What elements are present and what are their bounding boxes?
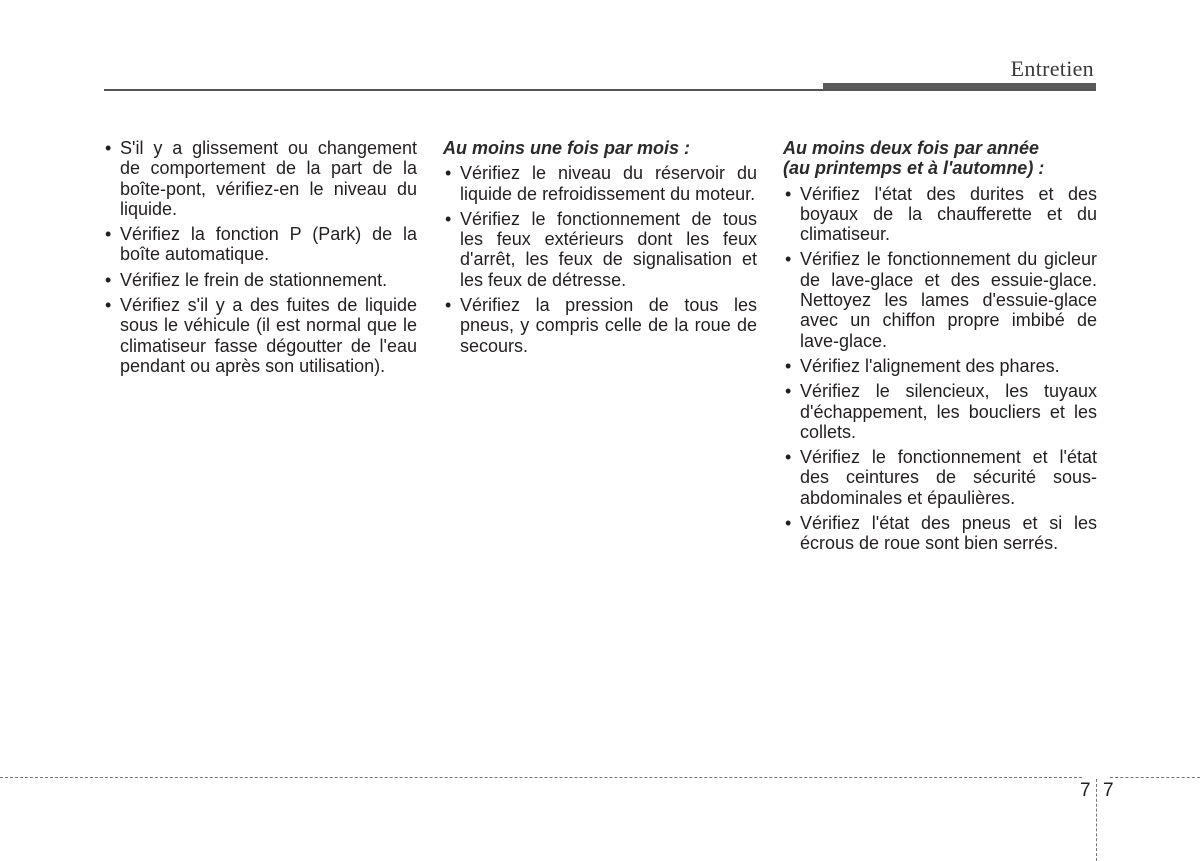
bullet-list-2 — [443, 163, 757, 356]
list-item: • Vérifiez l'alignement des phares. — [783, 356, 1097, 376]
list-item: • Vérifiez la pression de tous les pneus, y compris celle de la roue de secours. — [443, 295, 757, 356]
bullet-list-3 — [783, 184, 1097, 554]
list-item: • S'il y a glissement ou changement de comportement de la part de la boîte-pont, vérifiez-en le niveau du liquide. — [103, 138, 417, 219]
bullet-list-1 — [103, 138, 417, 376]
list-item: • Vérifiez le niveau du réservoir du liquide de refroidissement du moteur. — [443, 163, 757, 204]
page-number: 7 — [1103, 780, 1114, 801]
section-title: Entretien — [1010, 56, 1094, 81]
list-item: • Vérifiez le fonctionnement de tous les feux extérieurs dont les feux d'arrêt, les feux de signalisation et les feux de détresse. — [443, 209, 757, 290]
list-item: • Vérifiez la fonction P (Park) de la boîte automatique. — [103, 224, 417, 265]
list-item: • Vérifiez le frein de stationnement. — [103, 270, 417, 290]
list-item: • Vérifiez l'état des durites et des boyaux de la chaufferette et du climatiseur. — [783, 184, 1097, 245]
footer-dashed-rule-right — [1110, 777, 1200, 778]
list-item: • Vérifiez s'il y a des fuites de liquide sous le véhicule (il est normal que le climatiseur fasse dégoutter de l'eau pendant ou après son utilisation). — [103, 295, 417, 376]
section-heading-line: Au moins deux fois par année — [783, 138, 1040, 158]
list-item: • Vérifiez le fonctionnement du gicleur de lave-glace et des essuie-glace. Nettoyez les lames d'essuie-glace avec un chiffon propre imbibé de lave-glace. — [783, 249, 1097, 350]
column-3 — [783, 138, 1097, 559]
chapter-number: 7 — [1080, 780, 1091, 801]
column-2 — [443, 138, 757, 361]
column-1 — [103, 138, 417, 381]
list-item: • Vérifiez le silencieux, les tuyaux d'échappement, les boucliers et les collets. — [783, 381, 1097, 442]
section-heading-biannual — [783, 138, 1097, 179]
footer-vertical-divider — [1096, 779, 1097, 861]
section-heading-line: (au printemps et à l'automne) : — [783, 158, 1045, 179]
list-item: • Vérifiez l'état des pneus et si les écrous de roue sont bien serrés. — [783, 513, 1097, 554]
header-rule — [104, 89, 1096, 91]
section-heading-monthly: Au moins une fois par mois : — [443, 138, 691, 158]
list-item: • Vérifiez le fonctionnement et l'état des ceintures de sécurité sous-abdominales et épaulières. — [783, 447, 1097, 508]
footer-dashed-rule — [0, 777, 1082, 778]
